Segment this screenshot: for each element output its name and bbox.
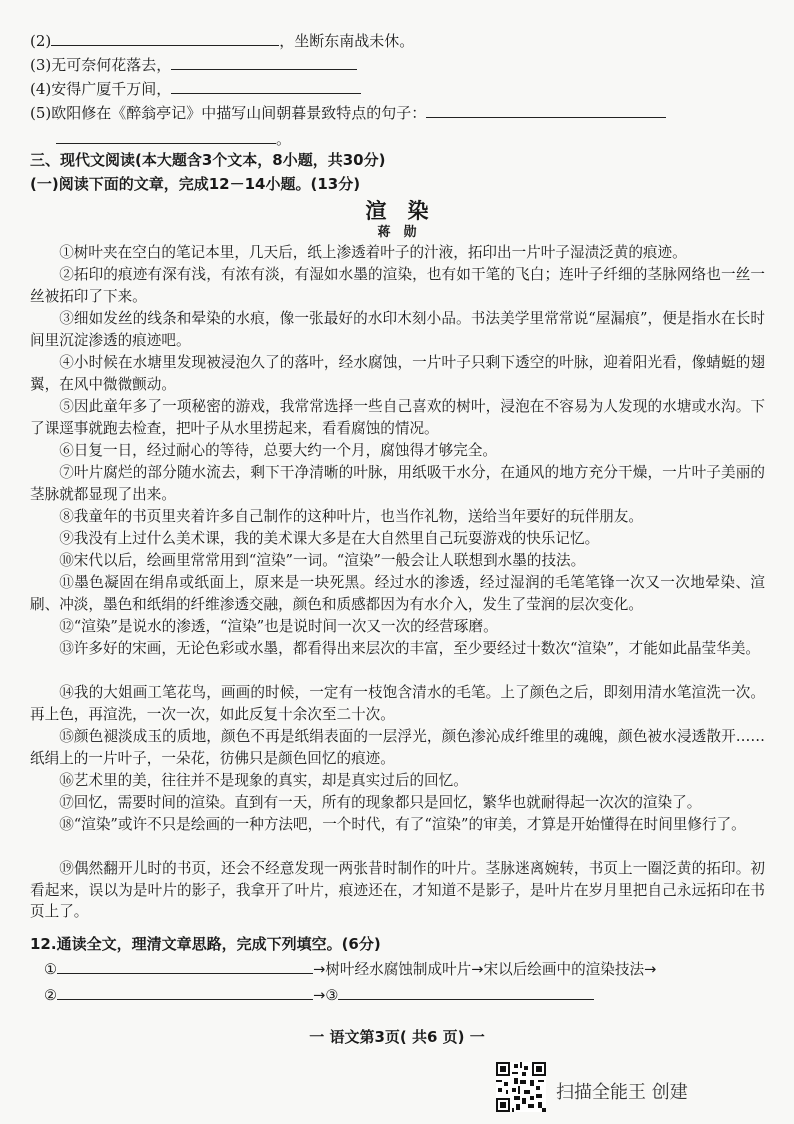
arrow-icon: → bbox=[313, 961, 326, 978]
paragraph-9: ⑨我没有上过什么美术课，我的美术课大多是在大自然里自己玩耍游戏的快乐记忆。 bbox=[59, 530, 600, 547]
paragraph-1: ①树叶夹在空白的笔记本里，几天后，纸上渗透着叶子的汁液，拓印出一片叶子湿渍泛黄的痕迹。 bbox=[59, 244, 687, 261]
paragraph-12: ⑫“渲染”是说水的渗透，“渲染”也是说时间一次又一次的经营琢磨。 bbox=[59, 618, 498, 635]
answer-blank[interactable] bbox=[56, 128, 276, 144]
article-author: 蒋 勋 bbox=[377, 225, 417, 240]
sub-heading: (一)阅读下面的文章，完成12－14小题。(13分) bbox=[30, 175, 361, 193]
page-footer: 一 语文第3页( 共6 页) 一 bbox=[309, 1028, 485, 1046]
blank-marker-3: ③ bbox=[325, 987, 339, 1004]
question-12-row2 bbox=[44, 984, 594, 1006]
answer-blank[interactable] bbox=[51, 30, 279, 46]
arrow-icon: → bbox=[644, 961, 657, 978]
paragraph-6: ⑥日复一日，经过耐心的等待，总要大约一个月，腐蚀得才够完全。 bbox=[59, 442, 498, 459]
paragraph-15: ⑮颜色褪淡成玉的质地，颜色不再是纸绢表面的一层浮光，颜色渗沁成纤维里的魂魄，颜色被水浸透散开……纸绢上的一片叶子，一朵花，彷佛只是颜色回忆的痕迹。 bbox=[30, 728, 765, 767]
answer-blank[interactable] bbox=[171, 78, 361, 94]
paragraph-3: ③细如发丝的线条和晕染的水痕，像一张最好的水印木刻小品。书法美学里常常说“屋漏痕”，便是指水在长时间里沉淀渗透的痕迹吧。 bbox=[30, 310, 765, 349]
scanner-watermark: 扫描全能王 创建 bbox=[556, 1082, 688, 1103]
paragraph-16: ⑯艺术里的美，往往并不是现象的真实，却是真实过后的回忆。 bbox=[59, 772, 468, 789]
paragraph-8: ⑧我童年的书页里夹着许多自己制作的这种叶片，也当作礼物，送给当年要好的玩伴朋友。 bbox=[59, 508, 643, 525]
answer-blank-3[interactable] bbox=[338, 984, 594, 1000]
flow-step-text-1: 树叶经水腐蚀制成叶片 bbox=[325, 961, 472, 978]
q2-suffix: ，坐断东南战未休。 bbox=[279, 32, 415, 50]
answer-blank-1[interactable] bbox=[57, 958, 313, 974]
blank-marker-1: ① bbox=[44, 961, 58, 978]
answer-blank[interactable] bbox=[426, 102, 666, 118]
arrow-icon: → bbox=[471, 961, 484, 978]
paragraph-4: ④小时候在水塘里发现被浸泡久了的落叶，经水腐蚀，一片叶子只剩下透空的叶脉，迎着阳光看，像蜻蜓的翅翼，在风中微微颤动。 bbox=[30, 354, 765, 393]
paragraph-7: ⑦叶片腐烂的部分随水流去，剩下干净清晰的叶脉，用纸吸干水分，在通风的地方充分干燥，一片叶子美丽的茎脉就都显现了出来。 bbox=[30, 464, 765, 503]
qr-code-icon bbox=[496, 1062, 546, 1112]
paragraph-2: ②拓印的痕迹有深有浅，有浓有淡，有湿如水墨的渲染，也有如干笔的飞白；连叶子纤细的茎脉网络也一丝一丝被拓印了下来。 bbox=[30, 266, 765, 305]
recitation-q5 bbox=[30, 102, 666, 123]
answer-blank[interactable] bbox=[171, 54, 357, 70]
answer-blank-2[interactable] bbox=[57, 984, 313, 1000]
article-title: 渲 染 bbox=[365, 199, 429, 223]
paragraph-14: ⑭我的大姐画工笔花鸟，画画的时候，一定有一枝饱含清水的毛笔。上了颜色之后，即刻用清水笔渲洗一次。再上色，再渲洗，一次一次，如此反复十余次至二十次。 bbox=[30, 684, 765, 723]
q4-prefix: (4)安得广厦千万间， bbox=[30, 80, 172, 98]
question-12-stem: 12.通读全文，理清文章思路，完成下列填空。(6分) bbox=[30, 935, 381, 953]
recitation-q2 bbox=[30, 30, 414, 51]
paragraph-11: ⑪墨色凝固在绢帛或纸面上，原来是一块死黑。经过水的渗透，经过湿润的毛笔笔锋一次又一次地晕染、渲刷、冲淡，墨色和纸绢的纤维渗透交融，颜色和质感都因为有水介入，发生了莹润的层次变化。 bbox=[30, 574, 765, 613]
paragraph-19: ⑲偶然翻开儿时的书页，还会不经意发现一两张昔时制作的叶片。茎脉迷离婉转，书页上一圈泛黄的拓印。初看起来，误以为是叶片的影子，我拿开了叶片，痕迹还在，才知道不是影子，是叶片在岁月里把自己永远拓印在书页上了。 bbox=[30, 860, 765, 921]
paragraph-17: ⑰回忆，需要时间的渲染。直到有一天，所有的现象都只是回忆，繁华也就耐得起一次次的渲染了。 bbox=[59, 794, 702, 811]
paragraph-5: ⑤因此童年多了一项秘密的游戏，我常常选择一些自己喜欢的树叶，浸泡在不容易为人发现的水塘或水沟。下了课逕事就跑去检查，把叶子从水里捞起来，看看腐蚀的情况。 bbox=[30, 398, 765, 437]
blank-marker-2: ② bbox=[44, 987, 58, 1004]
q3-prefix: (3)无可奈何花落去， bbox=[30, 56, 172, 74]
question-12-row1 bbox=[44, 958, 656, 980]
recitation-q4 bbox=[30, 78, 361, 99]
q5-end: 。 bbox=[276, 130, 292, 148]
q5-prefix: (5)欧阳修在《醉翁亭记》中描写山间朝暮景致特点的句子： bbox=[30, 104, 427, 122]
paragraph-18: ⑱“渲染”或许不只是绘画的一种方法吧，一个时代，有了“渲染”的审美，才算是开始懂得在时间里修行了。 bbox=[59, 816, 746, 833]
arrow-icon: → bbox=[313, 987, 326, 1004]
recitation-q5-cont bbox=[56, 128, 291, 149]
flow-step-text-2: 宋以后绘画中的渲染技法 bbox=[483, 961, 645, 978]
paragraph-10: ⑩宋代以后，绘画里常常用到“渲染”一词。“渲染”一般会让人联想到水墨的技法。 bbox=[59, 552, 586, 569]
q2-prefix: (2) bbox=[30, 32, 52, 50]
recitation-q3 bbox=[30, 54, 357, 75]
section-heading: 三、现代文阅读(本大题含3个文本，8小题，共30分) bbox=[30, 151, 386, 169]
paragraph-13: ⑬许多好的宋画，无论色彩或水墨，都看得出来层次的丰富，至少要经过十数次“渲染”，才能如此晶莹华美。 bbox=[59, 640, 761, 657]
